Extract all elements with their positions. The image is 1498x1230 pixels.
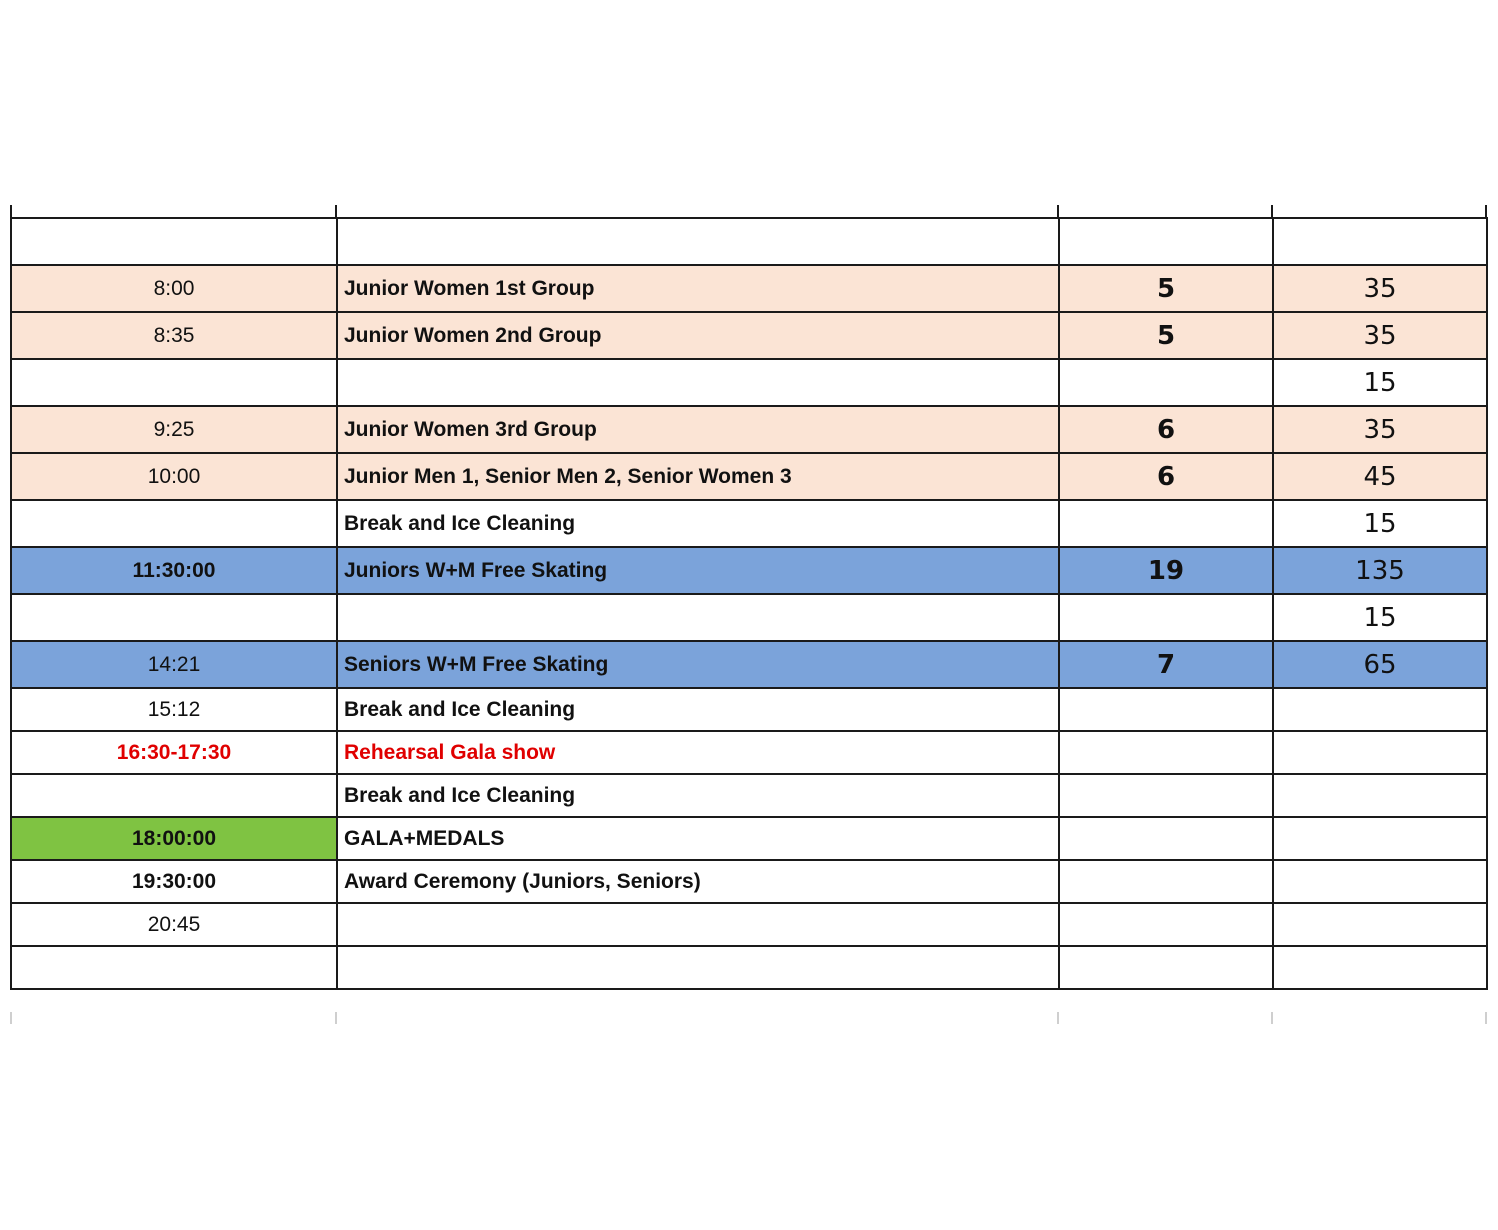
skaters-cell[interactable]: [1059, 359, 1273, 406]
table-row: [11, 359, 1487, 406]
skaters-cell[interactable]: 6: [1059, 453, 1273, 500]
time-cell[interactable]: [11, 774, 337, 817]
gridline-stub: [1057, 205, 1059, 217]
table-row: [11, 406, 1487, 453]
event-cell[interactable]: Seniors W+M Free Skating: [337, 641, 1059, 688]
skaters-cell[interactable]: [1059, 594, 1273, 641]
time-cell[interactable]: 9:25: [11, 406, 337, 453]
skaters-cell[interactable]: [1059, 218, 1273, 265]
minutes-cell[interactable]: 135: [1273, 547, 1487, 594]
gridline-stub: [1057, 1012, 1059, 1024]
minutes-cell[interactable]: [1273, 903, 1487, 946]
minutes-cell[interactable]: 65: [1273, 641, 1487, 688]
table-row: [11, 860, 1487, 903]
gridline-stub: [1485, 1012, 1487, 1024]
minutes-cell[interactable]: 45: [1273, 453, 1487, 500]
time-cell[interactable]: [11, 500, 337, 547]
minutes-cell[interactable]: [1273, 860, 1487, 903]
table-row: [11, 774, 1487, 817]
skaters-cell[interactable]: [1059, 860, 1273, 903]
table-row: [11, 688, 1487, 731]
gridline-stub: [1271, 205, 1273, 217]
table-row: [11, 547, 1487, 594]
minutes-cell[interactable]: 15: [1273, 594, 1487, 641]
skaters-cell[interactable]: [1059, 817, 1273, 860]
skaters-cell[interactable]: [1059, 946, 1273, 989]
event-cell[interactable]: Junior Men 1, Senior Men 2, Senior Women 3: [337, 453, 1059, 500]
time-cell[interactable]: [11, 594, 337, 641]
time-cell[interactable]: 8:35: [11, 312, 337, 359]
gridline-stub: [335, 1012, 337, 1024]
skaters-cell[interactable]: [1059, 688, 1273, 731]
table-row: [11, 594, 1487, 641]
table-row: [11, 946, 1487, 989]
event-cell[interactable]: GALA+MEDALS: [337, 817, 1059, 860]
skaters-cell[interactable]: 7: [1059, 641, 1273, 688]
table-row: [11, 312, 1487, 359]
event-cell[interactable]: [337, 218, 1059, 265]
event-cell[interactable]: Break and Ice Cleaning: [337, 688, 1059, 731]
time-cell[interactable]: 15:12: [11, 688, 337, 731]
event-cell[interactable]: Junior Women 3rd Group: [337, 406, 1059, 453]
table-row: [11, 500, 1487, 547]
minutes-cell[interactable]: 15: [1273, 359, 1487, 406]
schedule-table: [10, 217, 1488, 990]
table-row: [11, 817, 1487, 860]
table-row: [11, 218, 1487, 265]
event-cell[interactable]: [337, 594, 1059, 641]
skaters-cell[interactable]: [1059, 731, 1273, 774]
minutes-cell[interactable]: [1273, 731, 1487, 774]
gridline-stub: [10, 1012, 12, 1024]
table-row: [11, 641, 1487, 688]
time-cell[interactable]: [11, 218, 337, 265]
skaters-cell[interactable]: 5: [1059, 265, 1273, 312]
time-cell[interactable]: 11:30:00: [11, 547, 337, 594]
time-cell[interactable]: 10:00: [11, 453, 337, 500]
skaters-cell[interactable]: 5: [1059, 312, 1273, 359]
event-cell[interactable]: Award Ceremony (Juniors, Seniors): [337, 860, 1059, 903]
minutes-cell[interactable]: 15: [1273, 500, 1487, 547]
skaters-cell[interactable]: [1059, 903, 1273, 946]
event-cell[interactable]: Break and Ice Cleaning: [337, 500, 1059, 547]
table-row: [11, 453, 1487, 500]
time-cell[interactable]: [11, 946, 337, 989]
table-row: [11, 903, 1487, 946]
event-cell[interactable]: Rehearsal Gala show: [337, 731, 1059, 774]
event-cell[interactable]: [337, 946, 1059, 989]
minutes-cell[interactable]: 35: [1273, 265, 1487, 312]
table-row: [11, 265, 1487, 312]
gridline-stub: [1271, 1012, 1273, 1024]
minutes-cell[interactable]: [1273, 946, 1487, 989]
skaters-cell[interactable]: [1059, 500, 1273, 547]
time-cell[interactable]: 16:30-17:30: [11, 731, 337, 774]
gridline-stub: [335, 205, 337, 217]
skaters-cell[interactable]: 6: [1059, 406, 1273, 453]
event-cell[interactable]: Break and Ice Cleaning: [337, 774, 1059, 817]
minutes-cell[interactable]: [1273, 688, 1487, 731]
event-cell[interactable]: Junior Women 1st Group: [337, 265, 1059, 312]
event-cell[interactable]: [337, 903, 1059, 946]
event-cell[interactable]: [337, 359, 1059, 406]
minutes-cell[interactable]: [1273, 218, 1487, 265]
skaters-cell[interactable]: 19: [1059, 547, 1273, 594]
table-row: [11, 731, 1487, 774]
time-cell[interactable]: 20:45: [11, 903, 337, 946]
time-cell[interactable]: 14:21: [11, 641, 337, 688]
skaters-cell[interactable]: [1059, 774, 1273, 817]
minutes-cell[interactable]: 35: [1273, 312, 1487, 359]
gridline-stub: [10, 205, 12, 217]
minutes-cell[interactable]: 35: [1273, 406, 1487, 453]
time-cell[interactable]: 19:30:00: [11, 860, 337, 903]
minutes-cell[interactable]: [1273, 817, 1487, 860]
time-cell[interactable]: 18:00:00: [11, 817, 337, 860]
event-cell[interactable]: Juniors W+M Free Skating: [337, 547, 1059, 594]
event-cell[interactable]: Junior Women 2nd Group: [337, 312, 1059, 359]
time-cell[interactable]: [11, 359, 337, 406]
time-cell[interactable]: 8:00: [11, 265, 337, 312]
gridline-stub: [1485, 205, 1487, 217]
minutes-cell[interactable]: [1273, 774, 1487, 817]
